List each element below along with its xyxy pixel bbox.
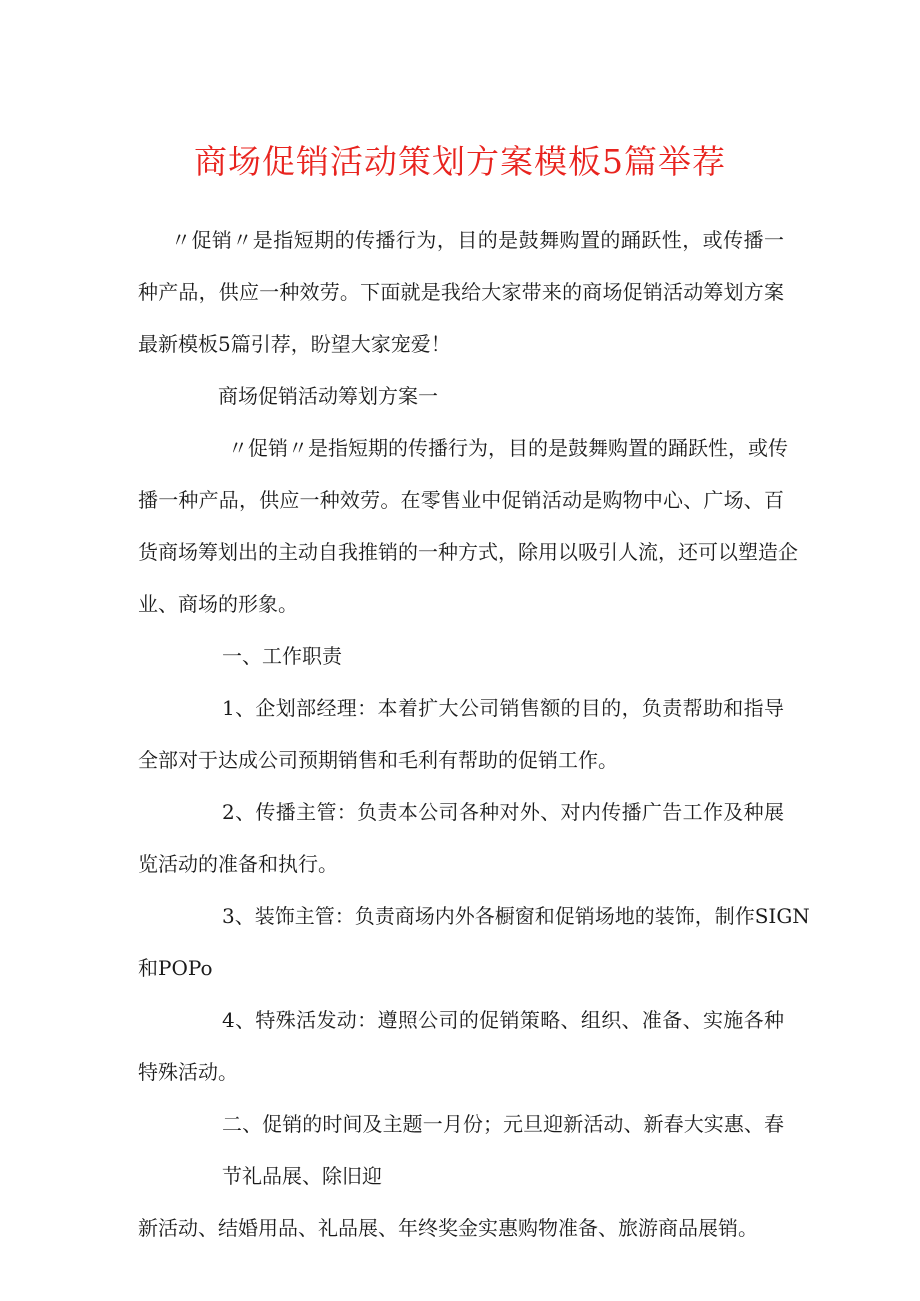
item-3-line-2: 和POPo [138,956,213,980]
plan-paragraph-line-4: 业、商场的形象。 [138,592,298,616]
document-title: 商场促销活动策划方案模板5篇举荐 [194,142,726,181]
schedule-line-3: 新活动、结婚用品、礼品展、年终奖金实惠购物准备、旅游商品展销。 [138,1216,758,1240]
intro-line-3: 最新模板5篇引荐，盼望大家宠爱！ [138,332,451,356]
item-4-line-1: 4、特殊活发动：遵照公司的促销策略、组织、准备、实施各种 [222,1008,784,1032]
plan-paragraph-line-2: 播一种产品，供应一种效劳。在零售业中促销活动是购物中心、广场、百 [138,488,784,512]
item-2-line-2: 览活动的准备和执行。 [138,852,338,876]
document-body [138,214,810,1254]
item-4-line-2: 特殊活动。 [138,1060,238,1084]
item-1-line-1: 1、企划部经理：本着扩大公司销售额的目的，负责帮助和指导 [222,696,784,720]
plan-paragraph-line-1: 〃促销〃是指短期的传播行为，目的是鼓舞购置的踊跃性，或传 [228,436,788,460]
schedule-line-2: 节礼品展、除旧迎 [222,1164,382,1188]
section-heading-plan-one: 商场促销活动筹划方案一 [218,384,438,408]
section-heading-schedule: 二、促销的时间及主题一月份；元旦迎新活动、新春大实惠、春 [222,1112,784,1136]
item-3-line-1: 3、装饰主管：负责商场内外各橱窗和促销场地的装饰，制作SIGN [222,904,810,928]
intro-line-1: 〃促销〃是指短期的传播行为，目的是鼓舞购置的踊跃性，或传播一 [171,228,784,252]
plan-paragraph-line-3: 货商场筹划出的主动自我推销的一种方式，除用以吸引人流，还可以塑造企 [138,540,798,564]
section-heading-responsibilities: 一、工作职责 [222,644,342,668]
item-1-line-2: 全部对于达成公司预期销售和毛利有帮助的促销工作。 [138,748,618,772]
item-2-line-1: 2、传播主管：负责本公司各种对外、对内传播广告工作及种展 [222,800,784,824]
intro-line-2: 种产品，供应一种效劳。下面就是我给大家带来的商场促销活动筹划方案 [138,280,784,304]
